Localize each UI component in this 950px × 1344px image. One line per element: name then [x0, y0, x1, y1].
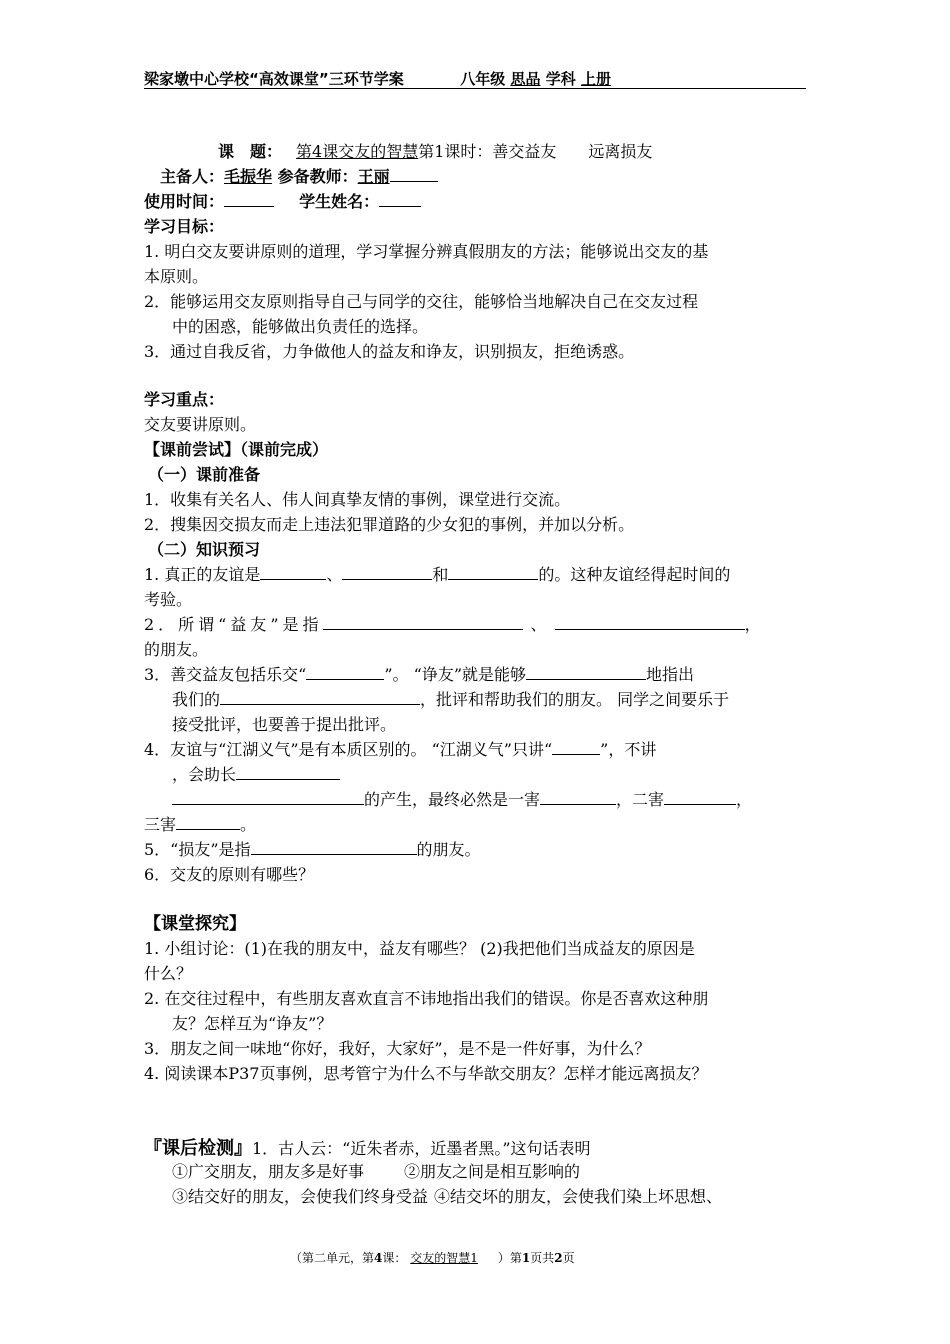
preclass-sub2: （二）知识预习 — [148, 540, 261, 559]
inclass-q3: 3．朋友之间一味地“你好，我好，大家好”，是不是一件好事，为什么？ — [144, 1039, 651, 1058]
title-rest: 第1课时：善交益友 远离损友 — [418, 142, 653, 161]
title-label: 课 题： — [218, 142, 283, 161]
preview-q4-cont3 — [144, 812, 256, 835]
q4-text-g: 三害 — [144, 815, 177, 834]
subject-suffix: 学科 — [545, 70, 576, 88]
q2-text-c: ， — [744, 615, 761, 634]
objective-2a: 2．能够运用交友原则指导自己与同学的交往，能够恰当地解决自己在交友过程 — [144, 292, 699, 311]
q5-text-b: 的朋友。 — [416, 840, 481, 859]
objective-1b: 本原则。 — [144, 267, 209, 286]
preview-q3-cont — [172, 687, 729, 710]
inclass-q1b: 什么？ — [144, 964, 193, 983]
preparer-label: 主备人： — [160, 167, 225, 186]
q3-text-e: ，批评和帮助我们的朋友。 同学之间要乐于 — [420, 690, 730, 709]
q4-text-h: 。 — [240, 815, 257, 834]
q4-text-e: ，二害 — [616, 790, 665, 809]
keypoints-heading: 学习重点： — [144, 390, 225, 409]
q3-blank-2[interactable] — [526, 664, 646, 680]
keypoints-content: 交友要讲原则。 — [144, 415, 257, 434]
footer-lesson-num: 4 — [374, 1251, 383, 1265]
inclass-heading: 【课堂探究】 — [144, 914, 246, 934]
footer-i: 页共 — [530, 1251, 555, 1265]
header-rule — [144, 88, 806, 89]
q3-blank-1[interactable] — [306, 664, 384, 680]
afterclass-options-2 — [172, 1184, 722, 1207]
inclass-q1a: 1. 小组讨论：(1)在我的朋友中，益友有哪些？ (2)我把他们当成益友的原因是 — [144, 939, 695, 958]
footer-d: 课： — [382, 1251, 407, 1265]
prep-2: 2．搜集因交损友而走上违法犯罪道路的少女犯的事例，并加以分析。 — [144, 515, 635, 534]
q1-text-d: 的。这种友谊经得起时间的 — [538, 565, 731, 584]
title-underlined: 第4课交友的智慧 — [296, 142, 419, 161]
student-blank[interactable] — [379, 191, 421, 207]
q3-text-c: 地指出 — [646, 665, 695, 684]
objective-2b: 中的困惑，能够做出负责任的选择。 — [172, 317, 429, 336]
q1-blank-3[interactable] — [448, 564, 538, 580]
footer-e: 交友的智慧 — [410, 1251, 471, 1265]
q1-blank-1[interactable] — [260, 564, 326, 580]
q4-text-b: ”，不讲 — [600, 740, 657, 759]
footer-g: ）第 — [497, 1251, 522, 1265]
footer-b: 单元，第 — [326, 1251, 375, 1265]
time-blank[interactable] — [224, 191, 274, 207]
prep-1: 1．收集有关名人、伟人间真挚友情的事例，课堂进行交流。 — [144, 490, 571, 509]
preview-q1 — [144, 562, 730, 585]
afterclass-row — [144, 1134, 591, 1160]
option-3: ③结交好的朋友，会使我们终身受益 — [172, 1187, 429, 1206]
preclass-heading: 【课前尝试】（课前完成） — [144, 440, 329, 459]
objective-3: 3．通过自我反省，力争做他人的益友和诤友，识别损友，拒绝诱惑。 — [144, 342, 635, 361]
objectives-heading: 学习目标： — [144, 217, 225, 236]
inclass-q4: 4. 阅读课本P37页事例，思考管宁为什么不与华歆交朋友？怎样才能远离损友？ — [144, 1064, 708, 1083]
inclass-q2a: 2. 在交往过程中，有些朋友喜欢直言不讳地指出我们的错误。你是否喜欢这种朋 — [144, 989, 709, 1008]
footer-k: 页 — [562, 1251, 575, 1265]
q2-text-a: 2．所谓“益友”是指 — [144, 615, 323, 634]
preview-q4 — [144, 737, 656, 760]
co-teacher-name: 王丽 — [357, 167, 390, 186]
q4-blank-4[interactable] — [540, 789, 616, 805]
option-2: ②朋友之间是相互影响的 — [404, 1162, 581, 1181]
afterclass-options-1 — [172, 1159, 580, 1182]
q4-blank-6[interactable] — [176, 814, 240, 830]
afterclass-q1: 1．古人云：“近朱者赤，近墨者黑。”这句话表明 — [252, 1139, 591, 1158]
objective-1a: 1. 明白交友要讲原则的道理，学习掌握分辨真假朋友的方法；能够说出交友的基 — [144, 242, 709, 261]
q4-blank-2[interactable] — [236, 764, 340, 780]
preview-q3-cont2: 接受批评，也要善于提出批评。 — [172, 715, 397, 734]
q1-text-b: 、 — [326, 565, 343, 584]
school-title: 梁家墩中心学校“高效课堂”三环节学案 — [144, 70, 404, 88]
student-label: 学生姓名： — [299, 192, 380, 211]
q4-text-a: 4．友谊与“江湖义气”是有本质区别的。 “江湖义气”只讲“ — [144, 740, 553, 759]
q4-text-d: 的产生，最终必然是一害 — [364, 790, 541, 809]
inclass-q2b: 友？怎样互为“诤友”？ — [172, 1014, 333, 1033]
afterclass-heading: 『课后检测』 — [144, 1138, 252, 1159]
footer-lesson-title — [410, 1251, 498, 1265]
q4-blank-3[interactable] — [172, 789, 364, 805]
q3-text-d: 我们的 — [172, 690, 221, 709]
preview-q2-cont: 的朋友。 — [144, 640, 209, 659]
footer-f: 1 — [470, 1251, 478, 1265]
co-teacher-label: 参备教师： — [277, 167, 358, 186]
q2-blank-2[interactable] — [555, 614, 745, 630]
q4-blank-1[interactable] — [552, 739, 600, 755]
preview-q4-cont2 — [172, 787, 752, 810]
preview-q5 — [144, 837, 481, 860]
q4-text-f: ， — [736, 790, 753, 809]
footer-total: 2 — [554, 1251, 563, 1265]
footer-page: 1 — [521, 1251, 531, 1265]
page-footer — [290, 1249, 575, 1266]
q1-text-c: 和 — [432, 565, 449, 584]
grade: 八年级 — [460, 70, 506, 88]
preview-q6: 6．交友的原则有哪些？ — [144, 865, 315, 884]
q2-text-b: 、 — [530, 615, 547, 634]
q4-blank-5[interactable] — [664, 789, 736, 805]
footer-a: （第二 — [290, 1251, 327, 1265]
preparer-name: 毛振华 — [224, 167, 273, 186]
page-header — [144, 68, 611, 89]
q3-text-b: ”。 “诤友”就是能够 — [384, 665, 527, 684]
preview-q4-cont — [172, 762, 340, 785]
preview-q2 — [144, 612, 761, 635]
q1-blank-2[interactable] — [342, 564, 432, 580]
q2-blank-1[interactable] — [323, 614, 523, 630]
preparer-row — [160, 164, 438, 187]
preview-q3 — [144, 662, 694, 685]
q5-blank[interactable] — [251, 839, 417, 855]
lesson-title — [218, 139, 652, 162]
usage-row — [144, 189, 421, 212]
q3-text-a: 3．善交益友包括乐交“ — [144, 665, 307, 684]
q4-text-c: ，会助长 — [172, 765, 237, 784]
option-4: ④结交坏的朋友，会使我们染上坏思想、 — [434, 1187, 723, 1206]
q1-text-a: 1. 真正的友谊是 — [144, 565, 261, 584]
option-1: ①广交朋友，朋友多是好事 — [172, 1162, 365, 1181]
preview-q1-cont: 考验。 — [144, 590, 193, 609]
q5-text-a: 5．“损友”是指 — [144, 840, 251, 859]
time-label: 使用时间： — [144, 192, 225, 211]
volume: 上册 — [580, 70, 611, 88]
preclass-sub1: （一）课前准备 — [148, 465, 261, 484]
subject: 思品 — [510, 70, 541, 88]
q3-blank-3[interactable] — [220, 689, 420, 705]
